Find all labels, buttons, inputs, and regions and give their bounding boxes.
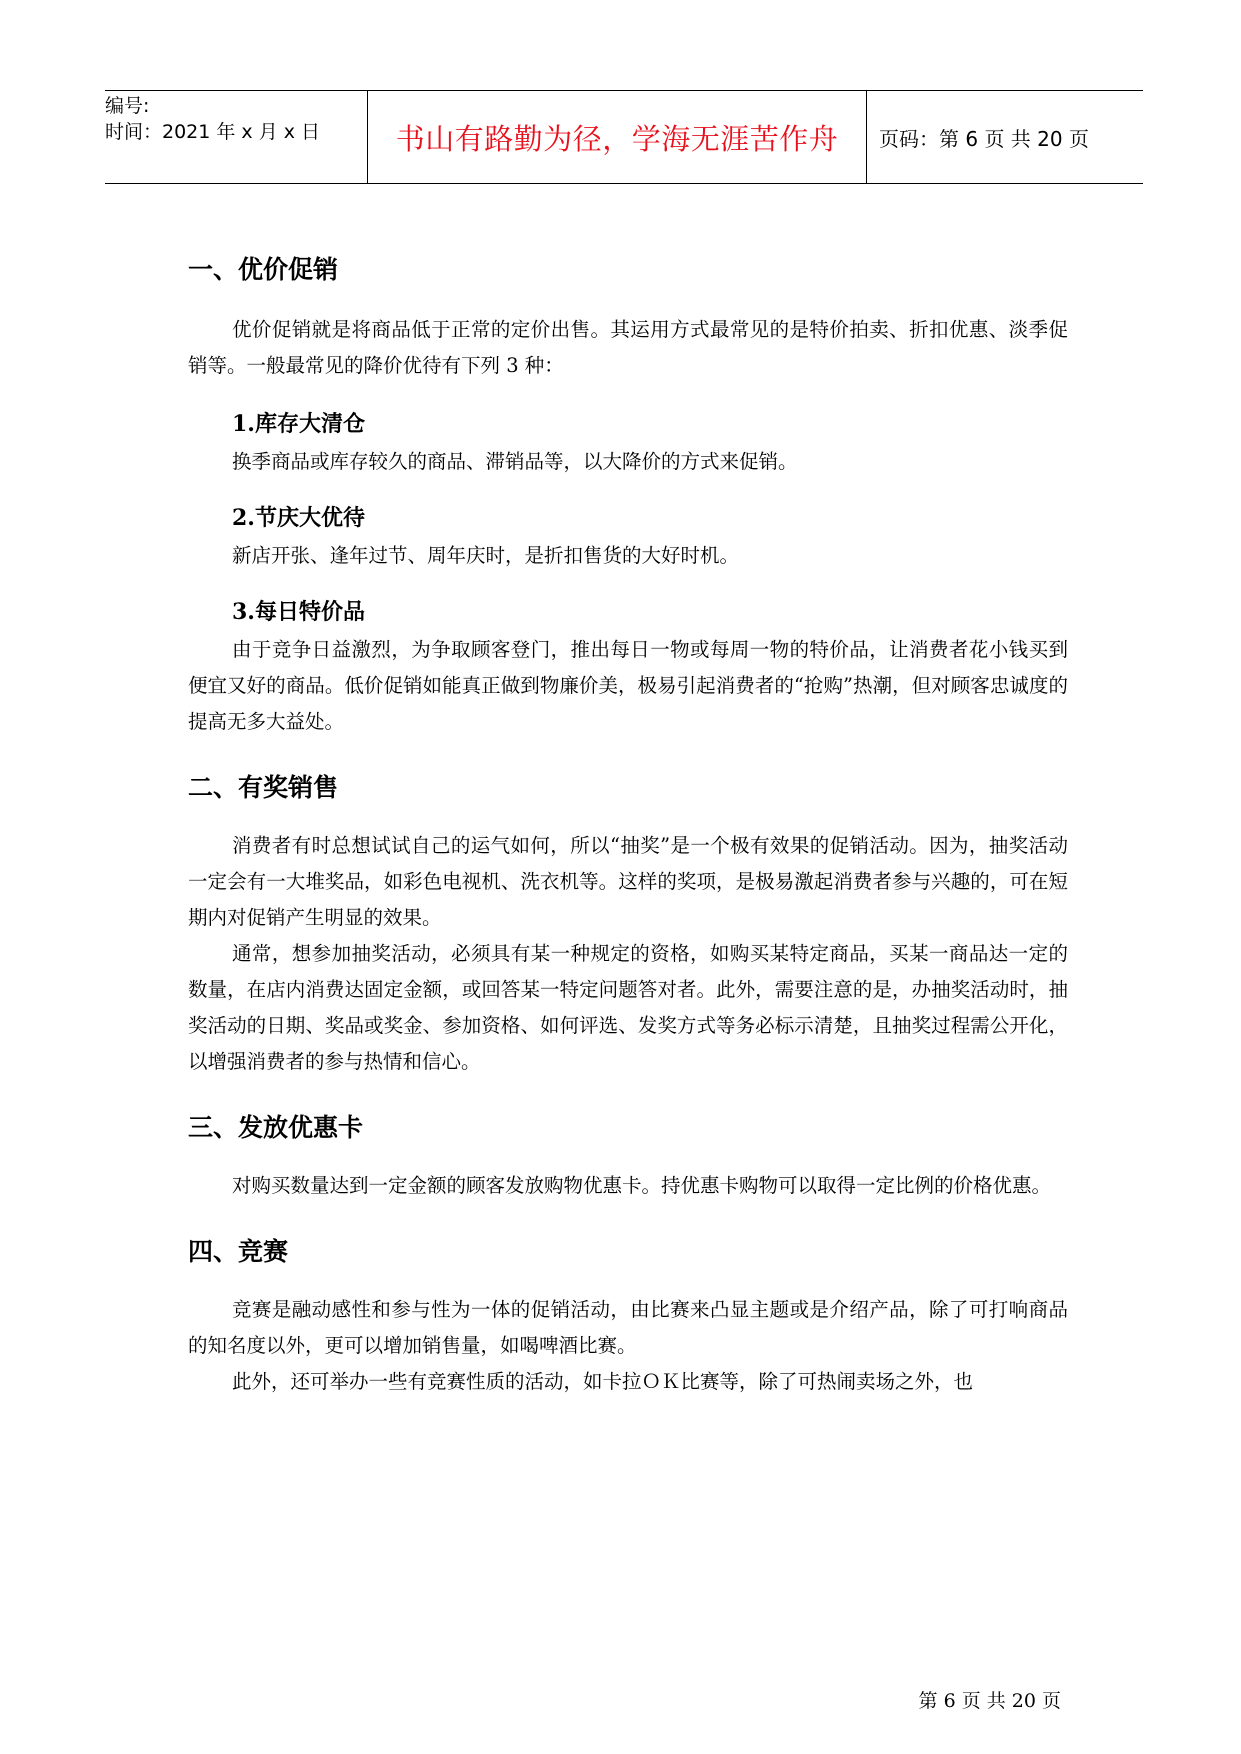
section-1-intro: 优价促销就是将商品低于正常的定价出售。其运用方式最常见的是特价拍卖、折扣优惠、淡季促销等。一般最常见的降价优待有下列 3 种： — [188, 318, 1068, 377]
section-3-paragraph-1: 对购买数量达到一定金额的顾客发放购物优惠卡。持优惠卡购物可以取得一定比例的价格优惠。 — [232, 1174, 1052, 1197]
subsection-title-2: 2.节庆大优待 — [232, 505, 365, 531]
section-title-3: 三、发放优惠卡 — [188, 1113, 364, 1142]
section-4-paragraph-2: 此外，还可举办一些有竞赛性质的活动，如卡拉ＯＫ比赛等，除了可热闹卖场之外，也 — [232, 1370, 974, 1393]
section-title-2: 二、有奖销售 — [188, 773, 339, 802]
section-title-1: 一、优价促销 — [188, 255, 339, 284]
subsection-1-text: 换季商品或库存较久的商品、滞销品等，以大降价的方式来促销。 — [232, 450, 798, 473]
section-4-paragraph-1: 竞赛是融动感性和参与性为一体的促销活动，由比赛来凸显主题或是介绍产品，除了可打响商品的知名度以外，更可以增加销售量，如喝啤酒比赛。 — [188, 1298, 1068, 1357]
section-2-paragraph-2: 通常，想参加抽奖活动，必须具有某一种规定的资格，如购买某特定商品，买某一商品达一定的数量，在店内消费达固定金额，或回答某一特定问题答对者。此外，需要注意的是，办抽奖活动时，抽奖活动的日期、奖品或奖金、参加资格、如何评选、发奖方式等务必标示清楚，且抽奖过程需公开化，以增强消费者的参与热情和信心。 — [188, 942, 1068, 1073]
section-2-paragraph-1: 消费者有时总想试试自己的运气如何，所以“抽奖”是一个极有效果的促销活动。因为，抽奖活动一定会有一大堆奖品，如彩色电视机、洗衣机等。这样的奖项，是极易激起消费者参与兴趣的，可在短期内对促销产生明显的效果。 — [188, 834, 1068, 929]
document-number-label: 编号: — [105, 95, 150, 117]
subsection-title-3: 3.每日特价品 — [232, 599, 365, 625]
subsection-2-text: 新店开张、逢年过节、周年庆时，是折扣售货的大好时机。 — [232, 544, 740, 567]
page-header — [105, 90, 1143, 184]
section-title-4: 四、竞赛 — [188, 1237, 289, 1266]
document-body — [188, 250, 1068, 1400]
header-motto: 书山有路勤为径，学海无涯苦作舟 — [367, 91, 867, 183]
header-meta — [105, 91, 367, 183]
subsection-3-text: 由于竞争日益激烈，为争取顾客登门，推出每日一物或每周一物的特价品，让消费者花小钱买到便宜又好的商品。低价促销如能真正做到物廉价美，极易引起消费者的“抢购”热潮，但对顾客忠诚度的提高无多大益处。 — [188, 638, 1068, 733]
document-time-label: 时间：2021 年 x 月 x 日 — [105, 121, 321, 143]
page-footer: 第 6 页 共 20 页 — [918, 1690, 1061, 1712]
subsection-title-1: 1.库存大清仓 — [232, 411, 365, 437]
header-page-info: 页码：第 6 页 共 20 页 — [879, 126, 1089, 151]
